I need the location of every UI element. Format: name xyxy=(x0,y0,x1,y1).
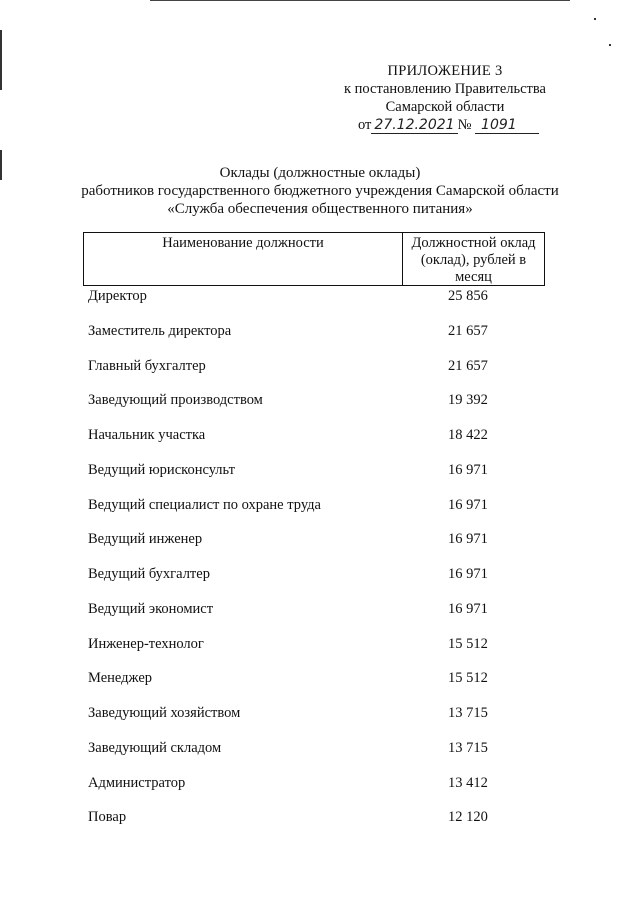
table-row xyxy=(88,322,548,357)
salary-cell: 21 657 xyxy=(448,357,488,374)
title-line-1: Оклады (должностные оклады) xyxy=(219,165,421,181)
salary-cell: 16 971 xyxy=(448,566,488,582)
scan-edge-line xyxy=(150,0,570,1)
table-row xyxy=(88,739,548,774)
salary-cell: 25 856 xyxy=(448,288,488,304)
annex-header xyxy=(330,62,560,134)
position-cell: Заведующий хозяйством xyxy=(88,705,241,721)
position-cell: Директор xyxy=(88,288,147,304)
table-row xyxy=(88,530,548,565)
table-row xyxy=(88,287,548,322)
position-cell: Повар xyxy=(88,809,127,826)
header-salary xyxy=(403,233,544,285)
position-cell: Менеджер xyxy=(88,670,153,687)
salary-cell: 18 422 xyxy=(448,427,488,443)
annex-line-2: Самарской области xyxy=(385,99,505,115)
position-cell: Начальник участка xyxy=(88,427,206,443)
title-line-3: «Служба обеспечения общественного питания» xyxy=(167,201,473,217)
table-row xyxy=(88,774,548,809)
annex-line-1: к постановлению Правительства xyxy=(344,81,546,97)
table-row xyxy=(88,704,548,739)
salary-cell: 13 412 xyxy=(448,774,488,791)
position-cell: Ведущий юрисконсульт xyxy=(88,461,235,478)
date-value: 27.12.2021 xyxy=(371,117,457,134)
position-cell: Ведущий специалист по охране труда xyxy=(88,496,321,513)
header-salary-line-3: месяц xyxy=(455,269,492,285)
salary-cell: 12 120 xyxy=(448,809,488,826)
salary-cell: 16 971 xyxy=(448,461,488,478)
table-row xyxy=(88,426,548,461)
table-row xyxy=(88,496,548,531)
table-row xyxy=(88,669,548,704)
table-row xyxy=(88,635,548,670)
position-cell: Главный бухгалтер xyxy=(88,357,206,374)
number-prefix: № xyxy=(457,117,472,133)
salary-cell: 16 971 xyxy=(448,531,488,548)
position-cell: Инженер-технолог xyxy=(88,635,204,652)
header-salary-line-1: Должностной оклад xyxy=(411,235,536,251)
salary-cell: 16 971 xyxy=(448,496,488,513)
title-line-2: работников государственного бюджетного учреждения Самарской области xyxy=(81,183,559,199)
position-cell: Заведующий складом xyxy=(88,739,222,756)
scan-artifact-left xyxy=(0,30,2,90)
position-cell: Ведущий экономист xyxy=(88,600,214,617)
table-row xyxy=(88,565,548,600)
salary-table-body xyxy=(88,287,548,843)
date-prefix: от xyxy=(358,117,372,133)
number-value: 1091 xyxy=(475,117,539,134)
salary-cell: 15 512 xyxy=(448,670,488,687)
header-position-name: Наименование должности xyxy=(84,233,403,285)
annex-title: ПРИЛОЖЕНИЕ 3 xyxy=(387,63,503,79)
table-row xyxy=(88,600,548,635)
salary-cell: 21 657 xyxy=(448,322,488,339)
scan-dot xyxy=(609,44,611,46)
document-title xyxy=(40,164,600,218)
salary-cell: 13 715 xyxy=(448,739,488,756)
salary-cell: 16 971 xyxy=(448,600,488,617)
table-row xyxy=(88,461,548,496)
annex-date-line xyxy=(330,116,560,134)
header-salary-line-2: (оклад), рублей в xyxy=(420,252,527,268)
table-row xyxy=(88,808,548,843)
scan-artifact-left-lower xyxy=(0,150,2,180)
position-cell: Заместитель директора xyxy=(88,322,232,339)
scan-dot xyxy=(594,18,596,20)
position-cell: Администратор xyxy=(88,774,186,791)
table-row xyxy=(88,391,548,426)
position-cell: Заведующий производством xyxy=(88,392,263,409)
position-cell: Ведущий бухгалтер xyxy=(88,566,210,582)
table-header xyxy=(83,232,545,286)
table-row xyxy=(88,357,548,392)
salary-cell: 13 715 xyxy=(448,705,488,721)
salary-cell: 19 392 xyxy=(448,392,488,409)
salary-cell: 15 512 xyxy=(448,635,488,652)
position-cell: Ведущий инженер xyxy=(88,531,203,548)
